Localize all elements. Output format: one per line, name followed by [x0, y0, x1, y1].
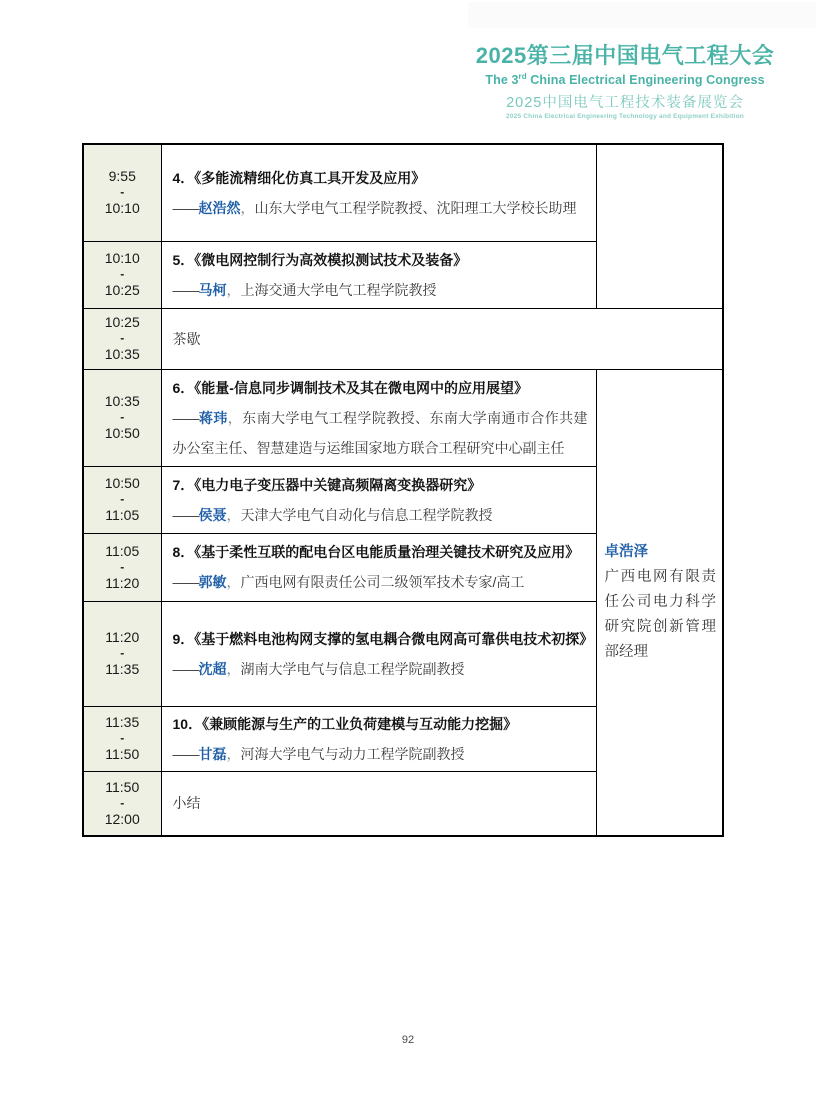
congress-title-en-prefix: The 3 — [485, 73, 519, 88]
time-start: 10:10 — [104, 250, 140, 266]
time-cell — [83, 601, 161, 706]
speaker-dash: —— — [172, 506, 199, 523]
time-end: 11:50 — [105, 746, 140, 762]
time-cell — [83, 144, 161, 241]
session-speaker-line — [173, 654, 588, 684]
speaker-name: 甘磊 — [198, 745, 227, 762]
session-title: 9．《基于燃料电池构网支撑的氢电耦合微电网高可靠供电技术初探》 — [172, 630, 594, 647]
speaker-affiliation: 天津大学电气自动化与信息工程学院教授 — [240, 506, 493, 523]
time-start: 11:35 — [105, 714, 140, 730]
session-speaker-line — [173, 739, 588, 769]
exhibition-subtitle-en: 2025 China Electrical Engineering Technology and Equipment Exhibition — [506, 113, 744, 121]
moderator-name: 卓浩泽 — [604, 543, 648, 560]
time-end: 10:25 — [104, 282, 140, 298]
time-end: 12:00 — [104, 810, 140, 827]
time-separator: - — [120, 646, 125, 660]
time-cell — [83, 533, 161, 601]
table-row-955 — [83, 144, 723, 241]
speaker-name: 马柯 — [198, 281, 227, 298]
speaker-affiliation: 上海交通大学电气工程学院教授 — [240, 281, 437, 298]
time-end: 10:50 — [104, 425, 140, 441]
session-title: 5．《微电网控制行为高效模拟测试技术及装备》 — [172, 251, 468, 268]
time-start: 11:50 — [105, 778, 140, 795]
time-start: 11:20 — [105, 629, 140, 645]
speaker-name: 郭敏 — [198, 574, 227, 590]
session-title: 7．《电力电子变压器中关键高频隔离变换器研究》 — [172, 476, 482, 493]
session-speaker-line — [173, 403, 588, 463]
time-cell — [83, 771, 161, 836]
speaker-comma: ， — [227, 409, 243, 426]
moderator-cell — [596, 369, 723, 836]
speaker-comma: ， — [226, 281, 241, 298]
session-cell — [161, 466, 596, 533]
session-cell — [161, 369, 596, 466]
speaker-name: 赵浩然 — [198, 199, 241, 216]
time-end: 10:35 — [104, 346, 140, 362]
time-start: 11:05 — [105, 542, 140, 559]
session-cell — [161, 241, 596, 308]
time-cell — [83, 369, 161, 466]
table-row-break — [83, 308, 723, 369]
session-speaker-line — [173, 193, 588, 223]
time-end: 11:20 — [105, 574, 140, 591]
time-separator: - — [120, 795, 125, 810]
session-cell — [161, 533, 596, 601]
speaker-dash: —— — [172, 409, 199, 426]
congress-title-en — [460, 69, 790, 88]
time-cell — [83, 706, 161, 771]
time-separator: - — [120, 731, 125, 745]
congress-title-cn: 2025第三届中国电气工程大会 — [475, 43, 775, 68]
session-cell — [161, 144, 596, 241]
time-separator: - — [120, 185, 125, 200]
speaker-dash: —— — [172, 199, 199, 216]
time-separator: - — [120, 410, 125, 424]
tea-break-cell: 茶歇 — [161, 308, 723, 369]
time-cell — [83, 241, 161, 308]
speaker-dash: —— — [172, 574, 199, 590]
speaker-dash: —— — [172, 745, 199, 762]
time-separator: - — [120, 267, 125, 281]
session-title: 8．《基于柔性互联的配电台区电能质量治理关键技术研究及应用》 — [172, 544, 580, 560]
speaker-comma: ， — [226, 745, 241, 762]
time-separator: - — [120, 492, 125, 506]
session-title: 10．《兼顾能源与生产的工业负荷建模与互动能力挖掘》 — [172, 715, 518, 732]
session-speaker-line — [173, 567, 588, 597]
time-end: 11:35 — [105, 661, 140, 677]
time-end: 11:05 — [105, 507, 140, 523]
speaker-comma: ， — [226, 506, 241, 523]
speaker-affiliation: 河海大学电气与动力工程学院副教授 — [240, 745, 465, 762]
speaker-name: 侯聂 — [198, 506, 227, 523]
page-number: 92 — [401, 1034, 415, 1046]
summary-cell: 小结 — [161, 771, 596, 836]
session-cell — [161, 706, 596, 771]
speaker-comma: ， — [226, 660, 241, 677]
speaker-affiliation: 东南大学电气工程学院教授、东南大学南通市合作共建办公室主任、智慧建造与运维国家地方联合工程研究中心副主任 — [172, 409, 588, 456]
time-separator: - — [120, 331, 125, 345]
congress-title-en-suffix: China Electrical Engineering Congress — [526, 73, 765, 88]
time-start: 9:55 — [108, 168, 136, 185]
time-end: 10:10 — [104, 200, 140, 217]
speaker-name: 沈超 — [198, 660, 227, 677]
moderator-title: 广西电网有限责任公司电力科学研究院创新管理部经理 — [604, 568, 716, 660]
session-cell — [161, 601, 596, 706]
time-cell — [83, 466, 161, 533]
speaker-affiliation: 湖南大学电气与信息工程学院副教授 — [240, 660, 465, 677]
session-title: 6．《能量-信息同步调制技术及其在微电网中的应用展望》 — [172, 379, 528, 396]
table-row-1035 — [83, 369, 723, 466]
time-start: 10:50 — [104, 475, 140, 491]
speaker-comma: ， — [226, 574, 241, 590]
session-speaker-line — [173, 500, 588, 530]
speaker-affiliation: 广西电网有限责任公司二级领军技术专家/高工 — [240, 574, 525, 590]
session-title: 4．《多能流精细化仿真工具开发及应用》 — [172, 169, 426, 186]
agenda-table — [82, 143, 724, 837]
speaker-dash: —— — [172, 660, 199, 677]
speaker-dash: —— — [172, 281, 199, 298]
header-background-band — [468, 2, 816, 28]
empty-side-cell — [596, 144, 723, 308]
time-start: 10:25 — [104, 314, 140, 330]
speaker-name: 蒋玮 — [198, 409, 228, 426]
time-cell — [83, 308, 161, 369]
session-speaker-line — [173, 275, 588, 305]
exhibition-subtitle-cn: 2025中国电气工程技术装备展览会 — [506, 95, 744, 112]
time-start: 10:35 — [104, 393, 140, 409]
congress-title-en-ordinal: rd — [518, 72, 527, 81]
congress-logo — [460, 42, 790, 121]
speaker-comma: ， — [240, 199, 255, 216]
time-separator: - — [120, 559, 125, 574]
speaker-affiliation: 山东大学电气工程学院教授、沈阳理工大学校长助理 — [254, 199, 577, 216]
